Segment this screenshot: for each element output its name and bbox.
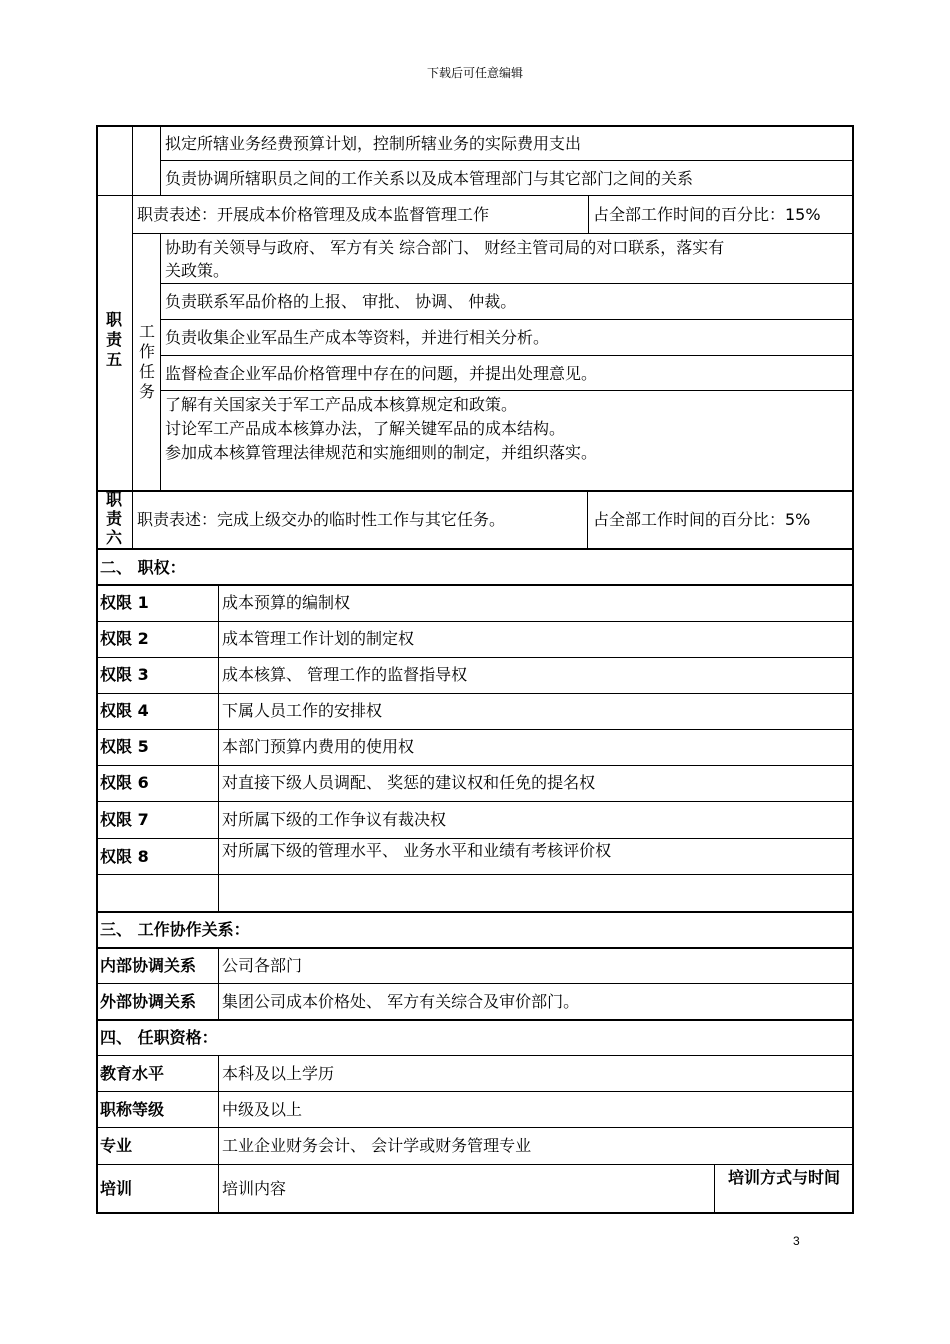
authority-label-2: 权限 2: [100, 629, 149, 648]
major-label: 专业: [100, 1136, 133, 1155]
duty5-task-1a: 协助有关领导与政府、 军方有关 综合部门、 财经主管司局的对口联系，落实有: [165, 238, 725, 257]
page-number: 3: [793, 1234, 800, 1248]
authority-value-1: 成本预算的编制权: [222, 593, 351, 612]
authority-value-3: 成本核算、 管理工作的监督指导权: [222, 665, 468, 684]
internal-coordination-value: 公司各部门: [222, 956, 303, 975]
external-coordination-label: 外部协调关系: [100, 992, 197, 1011]
training-label: 培训: [100, 1179, 133, 1198]
duty5-task-3: 负责收集企业军品生产成本等资料，并进行相关分析。: [165, 328, 550, 347]
duty5-task-label: 工作任务: [138, 322, 155, 401]
authority-label-5: 权限 5: [100, 737, 149, 756]
duty5-label: 职责五: [105, 310, 122, 369]
authority-value-7: 对所属下级的工作争议有裁决权: [222, 810, 447, 829]
duty5-task-5: 了解有关国家关于军工产品成本核算规定和政策。: [165, 395, 518, 414]
section3-title: 三、 工作协作关系：: [100, 920, 250, 939]
authority-label-6: 权限 6: [100, 773, 149, 792]
authority-label-7: 权限 7: [100, 810, 149, 829]
training-content-label: 培训内容: [222, 1179, 287, 1198]
authority-label-4: 权限 4: [100, 701, 149, 720]
authority-value-4: 下属人员工作的安排权: [222, 701, 383, 720]
title-grade-label: 职称等级: [100, 1100, 165, 1119]
duty4-task-2: 负责协调所辖职员之间的工作关系以及成本管理部门与其它部门之间的关系: [165, 169, 694, 188]
major-value: 工业企业财务会计、 会计学或财务管理专业: [222, 1136, 532, 1155]
duty4-task-1: 拟定所辖业务经费预算计划，控制所辖业务的实际费用支出: [165, 134, 582, 153]
duty6-statement: 职责表述：完成上级交办的临时性工作与其它任务。: [137, 510, 506, 529]
internal-coordination-label: 内部协调关系: [100, 956, 197, 975]
authority-value-2: 成本管理工作计划的制定权: [222, 629, 415, 648]
duty6-percent: 占全部工作时间的百分比：5%: [593, 510, 811, 529]
education-label: 教育水平: [100, 1064, 165, 1083]
education-value: 本科及以上学历: [222, 1064, 335, 1083]
authority-value-8: 对所属下级的管理水平、 业务水平和业绩有考核评价权: [222, 841, 612, 860]
authority-value-5: 本部门预算内费用的使用权: [222, 737, 415, 756]
authority-label-3: 权限 3: [100, 665, 149, 684]
training-method-label: 培训方式与时间: [727, 1168, 840, 1187]
external-coordination-value: 集团公司成本价格处、 军方有关综合及审价部门。: [222, 992, 580, 1011]
title-grade-value: 中级及以上: [222, 1100, 303, 1119]
page-header: 下载后可任意编辑: [426, 66, 523, 80]
duty5-percent: 占全部工作时间的百分比：15%: [593, 205, 821, 224]
duty5-task-7: 参加成本核算管理法律规范和实施细则的制定，并组织落实。: [165, 443, 598, 462]
section4-title: 四、 任职资格：: [100, 1028, 218, 1047]
authority-value-6: 对直接下级人员调配、 奖惩的建议权和任免的提名权: [222, 773, 596, 792]
duty5-task-6: 讨论军工产品成本核算办法，了解关键军品的成本结构。: [165, 419, 566, 438]
duty5-statement: 职责表述：开展成本价格管理及成本监督管理工作: [137, 205, 490, 224]
authority-label-1: 权限 1: [100, 593, 149, 612]
duty5-task-4: 监督检查企业军品价格管理中存在的问题，并提出处理意见。: [165, 364, 598, 383]
duty6-label: 职责六: [105, 490, 122, 547]
duty5-task-1b: 关政策。: [165, 261, 230, 280]
authority-label-8: 权限 8: [100, 847, 149, 866]
duty5-task-2: 负责联系军品价格的上报、 审批、 协调、 仲裁。: [165, 292, 517, 311]
section2-title: 二、 职权：: [100, 558, 186, 577]
